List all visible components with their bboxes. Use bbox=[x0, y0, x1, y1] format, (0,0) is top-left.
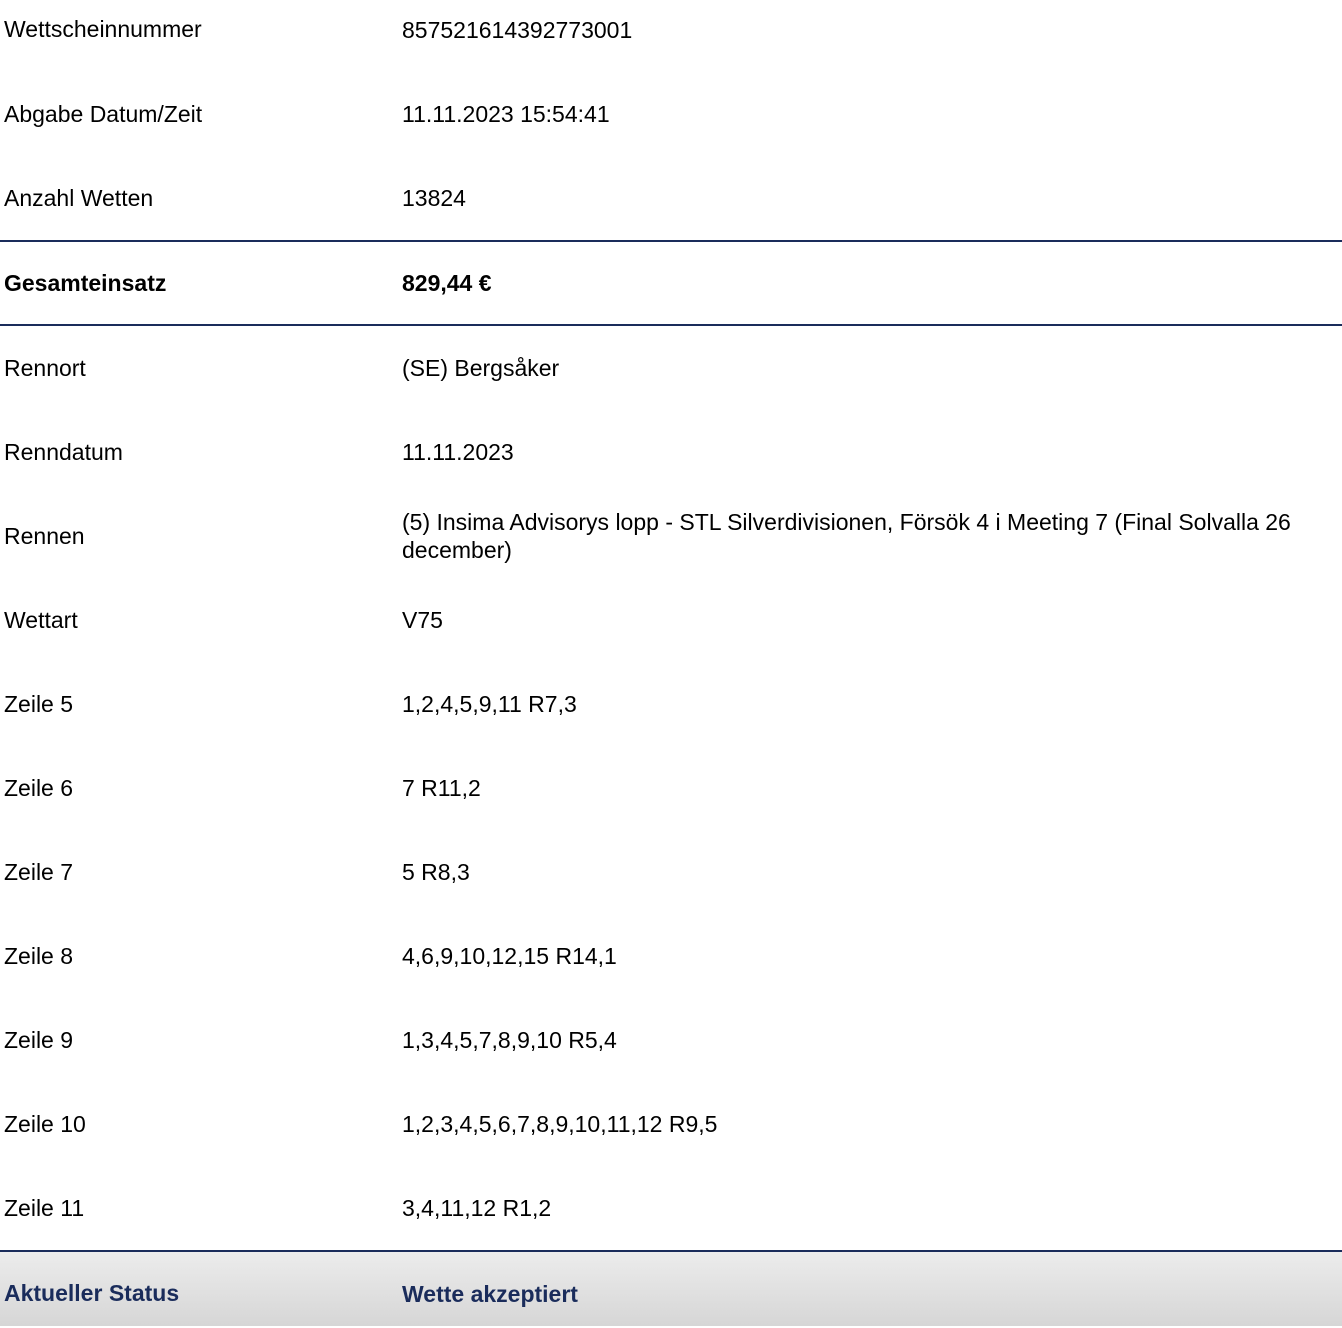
submitted-row bbox=[0, 72, 1342, 156]
bet-type-value: V75 bbox=[402, 607, 443, 633]
race-date-row bbox=[0, 410, 1342, 494]
ticket-number-label: Wettscheinnummer bbox=[4, 16, 202, 42]
total-stake-value: 829,44 € bbox=[402, 270, 492, 296]
line-value: 1,2,4,5,9,11 R7,3 bbox=[402, 691, 577, 717]
bet-count-value: 13824 bbox=[402, 185, 466, 211]
submitted-value: 11.11.2023 15:54:41 bbox=[402, 101, 610, 127]
bet-count-label: Anzahl Wetten bbox=[4, 184, 154, 211]
status-row bbox=[0, 1250, 1342, 1326]
bet-type-label: Wettart bbox=[4, 606, 78, 633]
line-label: Zeile 5 bbox=[4, 690, 74, 717]
total-stake-row bbox=[0, 240, 1342, 326]
line-row bbox=[0, 998, 1342, 1082]
line-label: Zeile 9 bbox=[4, 1026, 74, 1053]
venue-value: (SE) Bergsåker bbox=[402, 355, 560, 381]
line-row bbox=[0, 1166, 1342, 1250]
venue-label: Rennort bbox=[4, 354, 86, 381]
status-label: Aktueller Status bbox=[4, 1280, 180, 1306]
submitted-label: Abgabe Datum/Zeit bbox=[4, 100, 203, 127]
bet-type-row bbox=[0, 578, 1342, 662]
status-badge: Wette akzeptiert bbox=[402, 1281, 578, 1307]
line-row bbox=[0, 662, 1342, 746]
line-label: Zeile 6 bbox=[4, 774, 74, 801]
total-stake-label: Gesamteinsatz bbox=[4, 269, 167, 296]
line-label: Zeile 11 bbox=[4, 1194, 85, 1221]
line-label: Zeile 7 bbox=[4, 858, 74, 885]
line-value: 3,4,11,12 R1,2 bbox=[402, 1195, 552, 1221]
line-row bbox=[0, 830, 1342, 914]
bet-count-row bbox=[0, 156, 1342, 240]
line-row bbox=[0, 746, 1342, 830]
venue-row bbox=[0, 326, 1342, 410]
race-date-value: 11.11.2023 bbox=[402, 439, 514, 465]
line-label: Zeile 8 bbox=[4, 942, 74, 969]
line-label: Zeile 10 bbox=[4, 1110, 86, 1137]
race-row bbox=[0, 494, 1342, 578]
line-value: 7 R11,2 bbox=[402, 775, 481, 801]
race-value: (5) Insima Advisorys lopp - STL Silverdivisionen, Försök 4 i Meeting 7 (Final Solvalla 26 december) bbox=[402, 509, 1291, 563]
ticket-number-value: 857521614392773001 bbox=[402, 17, 633, 43]
line-row bbox=[0, 914, 1342, 998]
line-value: 1,3,4,5,7,8,9,10 R5,4 bbox=[402, 1027, 617, 1053]
race-label: Rennen bbox=[4, 522, 85, 549]
line-value: 4,6,9,10,12,15 R14,1 bbox=[402, 943, 617, 969]
line-value: 5 R8,3 bbox=[402, 859, 470, 885]
line-row bbox=[0, 1082, 1342, 1166]
ticket-number-row bbox=[0, 0, 1342, 72]
race-date-label: Renndatum bbox=[4, 438, 123, 465]
line-value: 1,2,3,4,5,6,7,8,9,10,11,12 R9,5 bbox=[402, 1111, 718, 1137]
